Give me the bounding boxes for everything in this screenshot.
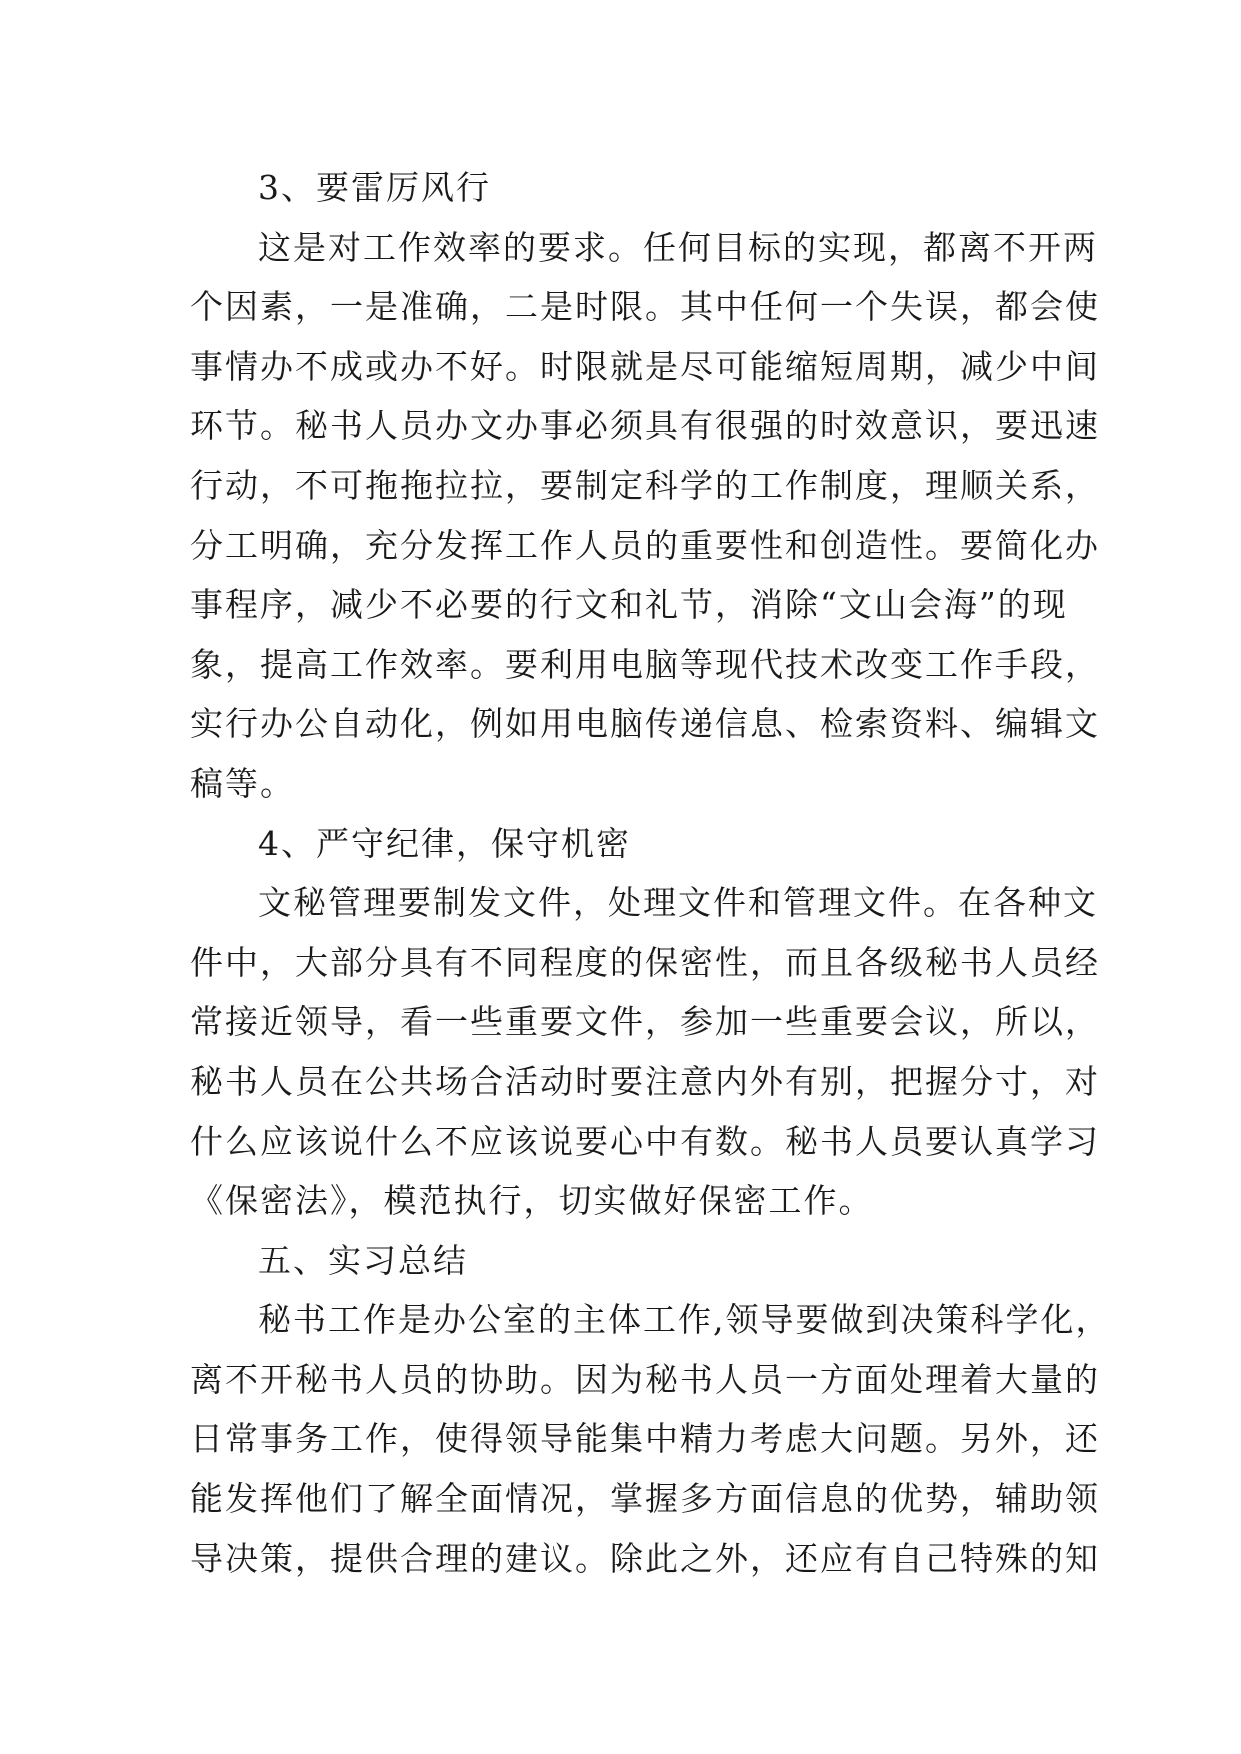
text-line: 这是对工作效率的要求。任何目标的实现，都离不开两 (258, 227, 1098, 267)
text-line: 实行办公自动化，例如用电脑传递信息、检索资料、编辑文 (190, 704, 1100, 744)
text-line: 稿等。 (190, 763, 295, 803)
text-line: 导决策，提供合理的建议。除此之外，还应有自己特殊的知 (190, 1538, 1100, 1578)
text-line: 《保密法》，模范执行，切实做好保密工作。 (190, 1181, 874, 1221)
text-line: 事程序，减少不必要的行文和礼节，消除“文山会海”的现 (190, 585, 1068, 625)
text-line: 件中，大部分具有不同程度的保密性，而且各级秘书人员经 (190, 942, 1100, 982)
text-line: 个因素，一是准确，二是时限。其中任何一个失误，都会使 (190, 287, 1100, 327)
text-line: 什么应该说什么不应该说要心中有数。秘书人员要认真学习 (190, 1121, 1100, 1161)
text-line: 常接近领导，看一些重要文件，参加一些重要会议，所以， (190, 1002, 1100, 1042)
text-line: 秘书人员在公共场合活动时要注意内外有别，把握分寸，对 (190, 1061, 1100, 1101)
text-line: 行动，不可拖拖拉拉，要制定科学的工作制度，理顺关系， (190, 465, 1100, 505)
document-page (190, 158, 1111, 1588)
text-line: 能发挥他们了解全面情况，掌握多方面信息的优势，辅助领 (190, 1479, 1100, 1519)
text-line: 3、要雷厉风行 (258, 168, 491, 207)
text-line: 环节。秘书人员办文办事必须具有很强的时效意识，要迅速 (190, 406, 1100, 446)
text-line: 日常事务工作，使得领导能集中精力考虑大问题。另外，还 (190, 1419, 1100, 1459)
text-line: 事情办不成或办不好。时限就是尽可能缩短周期，减少中间 (190, 346, 1100, 386)
text-line: 离不开秘书人员的协助。因为秘书人员一方面处理着大量的 (190, 1359, 1100, 1399)
document-body (190, 158, 1111, 1588)
text-line: 秘书工作是办公室的主体工作,领导要做到决策科学化， (258, 1300, 1111, 1340)
text-line: 五、实习总结 (258, 1240, 468, 1280)
text-line: 4、严守纪律，保守机密 (258, 823, 631, 863)
text-line: 文秘管理要制发文件，处理文件和管理文件。在各种文 (258, 883, 1098, 923)
text-line: 象，提高工作效率。要利用电脑等现代技术改变工作手段， (190, 644, 1100, 684)
text-line: 分工明确，充分发挥工作人员的重要性和创造性。要简化办 (190, 525, 1100, 565)
